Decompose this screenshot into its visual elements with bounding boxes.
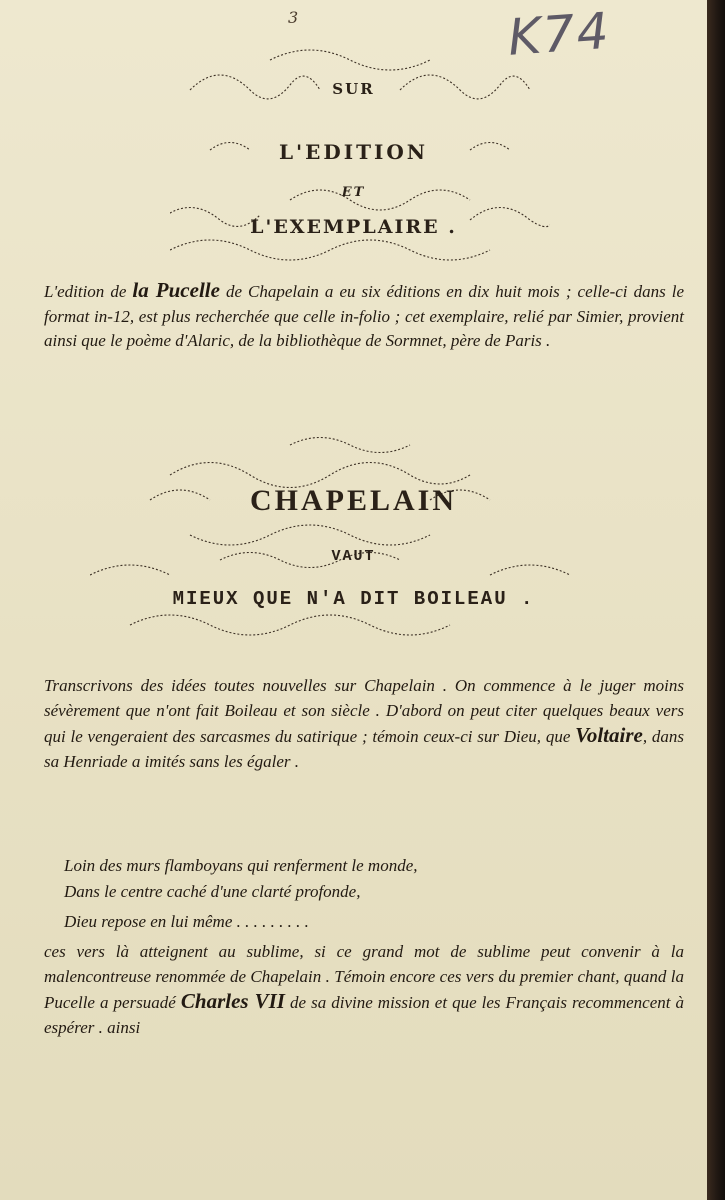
- name-voltaire: Voltaire: [575, 723, 643, 748]
- paragraph-chapelain: Transcrivons des idées toutes nouvelles sur Chapelain . On commence à le juger moins sévèrement que n'ont fait Boileau et son siècle . D'abord on peut citer quelques beaux vers qui le vengeraient des sarcasmes du satirique ; témoin ceux-ci sur Dieu, que Voltaire, dans sa Henriade a imités sans les égaler .: [44, 676, 684, 771]
- name-charles: Charles VII: [180, 989, 285, 1014]
- banner-vaut: VAUT: [331, 548, 376, 565]
- banner-mieux: MIEUX QUE N'A DIT BOILEAU .: [172, 588, 535, 610]
- verse-line-2: Dans le centre caché d'une clarté profonde,: [64, 882, 361, 901]
- paragraph-sublime: ces vers là atteignent au sublime, si ce grand mot de sublime peut convenir à la malencontreuse renommée de Chapelain . Témoin encore ces vers du premier chant, quand la Pucelle a persuadé Charles VII de sa divine mission et que les Français recommencent à espérer . ainsi: [44, 942, 684, 1037]
- paragraph-edition: L'edition de la Pucelle de Chapelain a eu six éditions en dix huit mois ; celle-ci dans le format in-12, est plus recherchée que celle in-folio ; cet exemplaire, relié par Simier, provient ainsi que le poème d'Alaric, de la bibliothèque de Sormnet, père de Paris .: [44, 278, 684, 351]
- verse-line-3: Dieu repose en lui même . . . . . . . . .: [64, 912, 309, 931]
- page-number: 3: [288, 8, 299, 27]
- book-binding-edge: [707, 0, 725, 1200]
- poem-title: la Pucelle: [132, 278, 220, 302]
- heading-et: ET: [341, 185, 366, 200]
- banner-chapelain: CHAPELAIN: [249, 484, 457, 517]
- shelf-mark: K74: [506, 1, 613, 67]
- middle-flourish-ornament: [90, 425, 590, 655]
- heading-sur: SUR: [332, 80, 375, 98]
- verse-line-1: Loin des murs flamboyans qui renferment le monde,: [64, 856, 418, 875]
- heading-edition: L'EDITION: [278, 140, 429, 164]
- heading-exemplaire: L'EXEMPLAIRE .: [250, 216, 457, 238]
